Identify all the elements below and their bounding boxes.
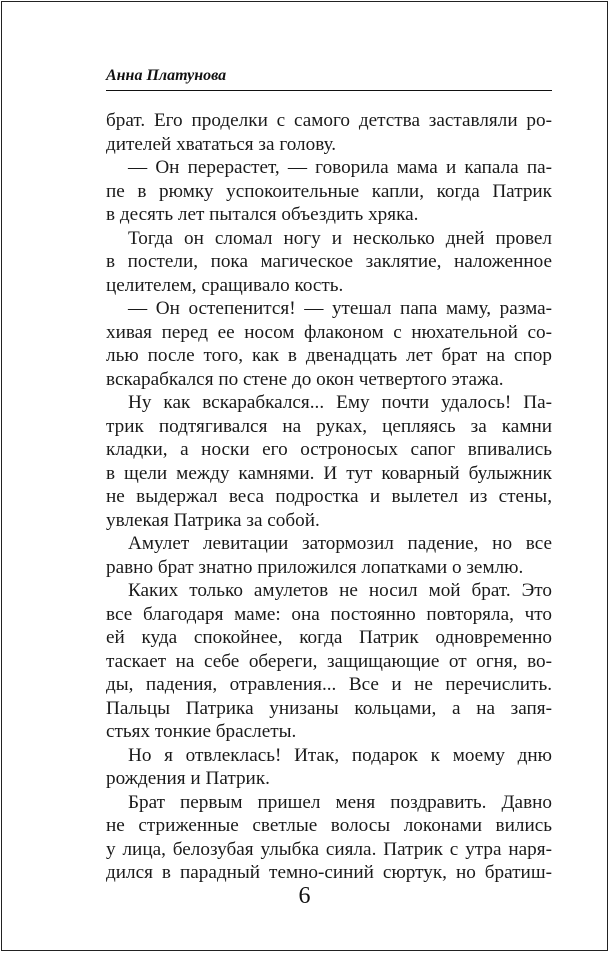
text-line: в постели, пока магическое заклятие, наложенное (106, 251, 552, 272)
page-number: 6 (298, 883, 311, 909)
paragraph (106, 579, 552, 744)
text-line: трик подтягивался на руках, цепляясь за камни (106, 415, 552, 437)
text-line: — Он остепенится! — утешал папа маму, разма- (128, 298, 552, 319)
header-author: Анна Платунова (106, 67, 227, 84)
text-line: Тогда он сломал ногу и несколько дней провел (128, 227, 552, 249)
text-line: все благодаря маме: она постоянно повторяла, что (106, 603, 552, 625)
text-line: ей куда спокойнее, когда Патрик одновременно (106, 627, 552, 648)
text-line: пе в рюмку успокоительные капли, когда Патрик (106, 180, 552, 202)
text-line: брат. Его проделки с самого детства заставляли ро- (106, 110, 552, 131)
text-line: увлекая Патрика за собой. (106, 509, 320, 531)
text-line: в щели между камнями. И тут коварный булыжник (106, 462, 552, 484)
paragraph (106, 391, 552, 532)
text-line: Пальцы Патрика унизаны кольцами, а на запя- (106, 697, 552, 719)
text-line: Каких только амулетов не носил мой брат. Это (128, 580, 552, 601)
text-line: Брат первым пришел меня поздравить. Давно (128, 791, 552, 813)
text-line: равно брат знатно приложился лопатками о землю. (106, 556, 524, 578)
text-line: Амулет левитации затормозил падение, но все (128, 533, 552, 554)
text-line: кладки, а носки его остроносых сапог впивались (106, 439, 552, 460)
paragraph (106, 297, 552, 391)
paragraph (106, 156, 552, 227)
paragraph (106, 109, 552, 156)
text-line: Но я отвлеклась! Итак, подарок к моему дню (128, 744, 552, 766)
text-line: дителей хвататься за голову. (106, 133, 337, 155)
text-line: у лица, белозубая улыбка сияла. Патрик с утра наря- (106, 838, 552, 860)
book-page (1, 1, 608, 951)
text-line: таскает на себе обереги, защищающие от огня, во- (106, 650, 552, 672)
text-line: не выдержал веса подростка и вылетел из стены, (106, 486, 552, 507)
paragraph (106, 791, 552, 885)
text-line: дился в парадный темно-синий сюртук, но братиш- (106, 862, 552, 883)
text-line: в десять лет пытался объездить хряка. (106, 204, 419, 225)
paragraph (106, 532, 552, 579)
paragraph (106, 227, 552, 298)
text-line: целителем, сращивало кость. (106, 274, 344, 296)
paragraph (106, 744, 552, 791)
text-line: стьях тонкие браслеты. (106, 721, 297, 742)
text-line: ды, падения, отравления... Все и не перечислить. (106, 674, 552, 695)
text-line: — Он перерастет, — говорила мама и капала па- (128, 157, 552, 178)
text-line: хивая перед ее носом флаконом с нюхательной со- (106, 321, 552, 343)
text-line: вскарабкался по стене до окон четвертого этажа. (106, 368, 504, 390)
text-line: не стриженные светлые волосы локонами вились (106, 815, 552, 836)
text-line: Ну как вскарабкался... Ему почти удалось! Па- (128, 392, 552, 413)
text-line: рождения и Патрик. (106, 768, 270, 789)
running-header (106, 66, 552, 91)
body-text (106, 109, 552, 885)
text-line: лью после того, как в двенадцать лет брат на спор (106, 345, 552, 366)
